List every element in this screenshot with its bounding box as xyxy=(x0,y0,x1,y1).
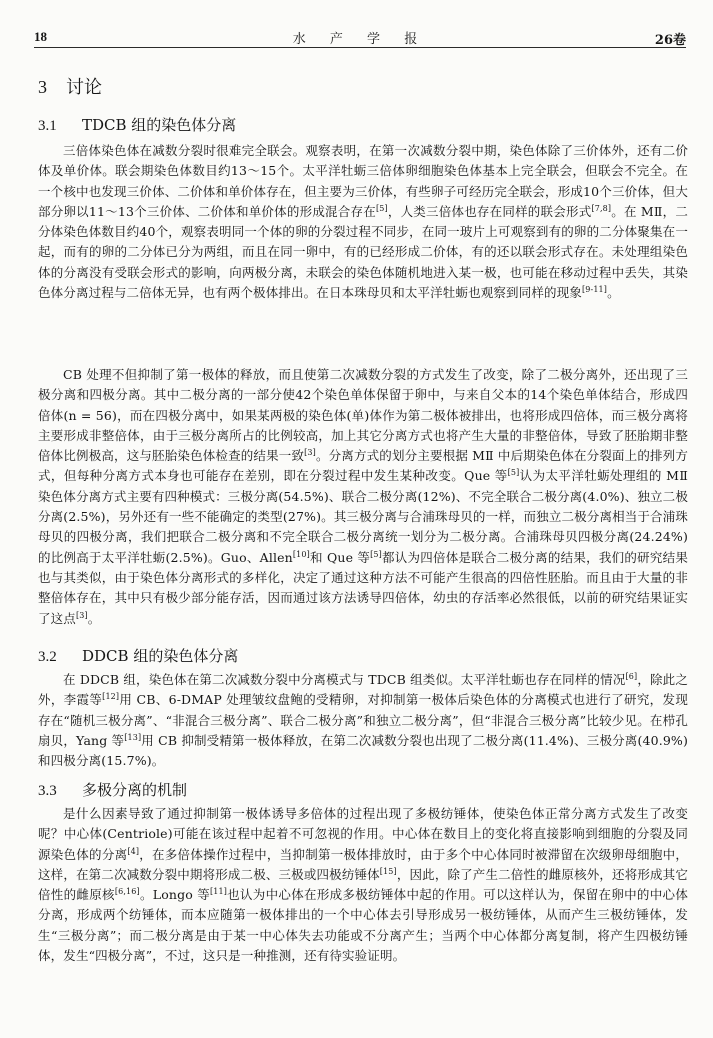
citation: [12] xyxy=(102,692,120,702)
citation: [10] xyxy=(292,549,310,559)
subsection-number: 3.1 xyxy=(38,118,57,134)
paragraph-3-1-a: 三倍体染色体在减数分裂时很难完全联会。观察表明，在第一次减数分裂中期，染色体除了三价体外，还有二价体及单价体。联会期染色体数目约13～15个。太平洋牡蛎三倍体卵细胞染色体基本上完全联会，但联会不完全。在一个核中也发现三价体、二价体和单价体存在，但主要为三价体，有些卵子可经历完全联会，形成10个三价体，但大部分卵以11～13个三价体、二价体和单价体的形成混合存在[5]，人类三倍体也存在同样的联会形式[7,8]。在 MⅡ，二分体染色体数目约40个，观察表明同一个体的卵的分裂过程不同步，在同一玻片上可观察到有的卵的二分体聚集在一起，而有的卵的二分体已分为两组，而且在同一卵中，有的已经形成二价体，有的还以联会形式存在。未处理组染色体的分离没有受联会形式的影响，向两极分离，未联会的染色体随机地进入某一极，也可能在移动过程中丢失，其染色体分离过程与二倍体无异，也有两个极体排出。在日本珠母贝和太平洋牡蛎也观察到同样的现象[9-11]。 xyxy=(38,143,688,301)
subsection-number: 3.2 xyxy=(38,649,57,665)
journal-title: 水 产 学 报 xyxy=(292,32,428,47)
section-number: 3 xyxy=(38,77,47,97)
citation: [5] xyxy=(370,549,382,559)
subsection-heading-3-2 xyxy=(38,646,238,667)
subsection-title: TDCB 组的染色体分离 xyxy=(82,116,237,134)
citation: [3] xyxy=(75,610,88,620)
paragraph-3-3: 是什么因素导致了通过抑制第一极体诱导多倍体的过程出现了多极纺锤体，使染色体正常分离方式发生了改变呢？中心体(Centriole)可能在该过程中起着不可忽视的作用。中心体在数目上的变化将直接影响到细胞的分裂及同源染色体的分离[4]，在多倍体操作过程中，当抑制第一极体排放时，由于多个中心体同时被滞留在次级卵母细胞中，这样，在第二次减数分裂中期将形成二极、三极或四极纺锤体[15]，因此，除了产生二倍性的雌原核外，还将形成其它倍性的雌原核[6,16]。Longo 等[11]也认为中心体在形成多极纺锤体中起的作用。可以这样认为，保留在卵中的中心体分离，形成两个纺锤体，而本应随第一极体排出的一个中心体去引导形成另一极纺锤体，从而产生三极纺锤体，发生“三极分离”；而二极分离是由于某一中心体失去功能或不分离产生；当两个中心体都分离复制，将产生四极纺锤体，发生“四极分离”，不过，这只是一种推测，还有待实验证明。 xyxy=(38,806,688,964)
running-header xyxy=(34,25,686,48)
citation: [6] xyxy=(625,671,638,681)
subsection-heading-3-3 xyxy=(38,780,187,801)
citation: [7,8] xyxy=(591,203,612,213)
section-title: 讨论 xyxy=(66,77,102,98)
volume-label: 26卷 xyxy=(654,33,686,48)
section-heading xyxy=(38,76,102,99)
citation: [9-11] xyxy=(581,284,608,294)
page-number: 18 xyxy=(34,29,47,44)
citation: [11] xyxy=(210,887,228,897)
citation: [4] xyxy=(127,846,140,856)
paragraph-3-2: 在 DDCB 组，染色体在第二次减数分裂中分离模式与 TDCB 组类似。太平洋牡蛎也存在同样的情况[6]，除此之外，李霞等[12]用 CB、6-DMAP 处理皱纹盘鲍的受精卵，对抑制第一极体后染色体的分离模式也进行了研究，发现存在“随机三极分离”、“非混合三极分离”、联合二极分离”和独立二极分离”，但“非混合三极分离”比较少见。在栉孔扇贝，Yang 等[13]用 CB 抑制受精第一极体释放，在第二次减数分裂也出现了二极分离(11.4%)、三极分离(40.9%)和四极分离(15.7%)。 xyxy=(38,671,688,769)
paragraph-3-1-b: CB 处理不但抑制了第一极体的释放，而且使第二次减数分裂的方式发生了改变，除了二极分离外，还出现了三极分离和四极分离。其中二极分离的一部分使42个染色单体保留于卵中，与来自父本的14个染色单体结合，形成四倍体(n = 56)，而在四极分离中，如果某两极的染色体(单)体作为第二极体被排出，也将形成四倍体，而三极分离将主要形成非整倍体，由于三极分离所占的比例较高，加上其它分离方式也将产生大量的非整倍体，导致了胚胎期非整倍体比例极高，这与胚胎染色体检查的结果一致[3]。分离方式的划分主要根据 MⅡ 中后期染色体在分裂面上的排列方式，但每种分离方式本身也可能存在差别，即在分裂过程中发生某种改变。Que 等[5]认为太平洋牡蛎处理组的 MⅡ 染色体分离方式主要有四种模式：三极分离(54.5%)、联合二极分离(12%)、不完全联合二极分离(4.0%)、独立二极分离(2.5%)，另外还有一些不能确定的类型(27%)。其三极分离与合浦珠母贝的一样，而独立二极分离相当于合浦珠母贝的四极分离，我们把联合二极分离和不完全联合二极分离统一划分为二极分离。合浦珠母贝四极分离(24.24%)的比例高于太平洋牡蛎(2.5%)。Guo、Allen[10]和 Que 等[5]都认为四倍体是联合二极分离的结果，我们的研究结果也与其类似，由于染色体分离形式的多样化，决定了通过这种方法不可能产生很高的四倍性胚胎。而且由于大量的非整倍体存在，其中只有极少部分能存活，因而通过该方法诱导四倍体，幼虫的存活率必然很低，以前的研究结果证实了这点[3]。 xyxy=(38,367,688,626)
citation: [5] xyxy=(375,203,388,213)
subsection-heading-3-1 xyxy=(38,115,236,136)
citation: [15] xyxy=(379,866,397,876)
subsection-number: 3.3 xyxy=(38,783,57,799)
subsection-title: 多极分离的机制 xyxy=(82,781,188,799)
citation: [3] xyxy=(304,448,316,458)
citation: [13] xyxy=(124,732,142,742)
subsection-title: DDCB 组的染色体分离 xyxy=(82,647,239,665)
citation: [6,16] xyxy=(114,887,140,897)
citation: [5] xyxy=(507,468,520,478)
